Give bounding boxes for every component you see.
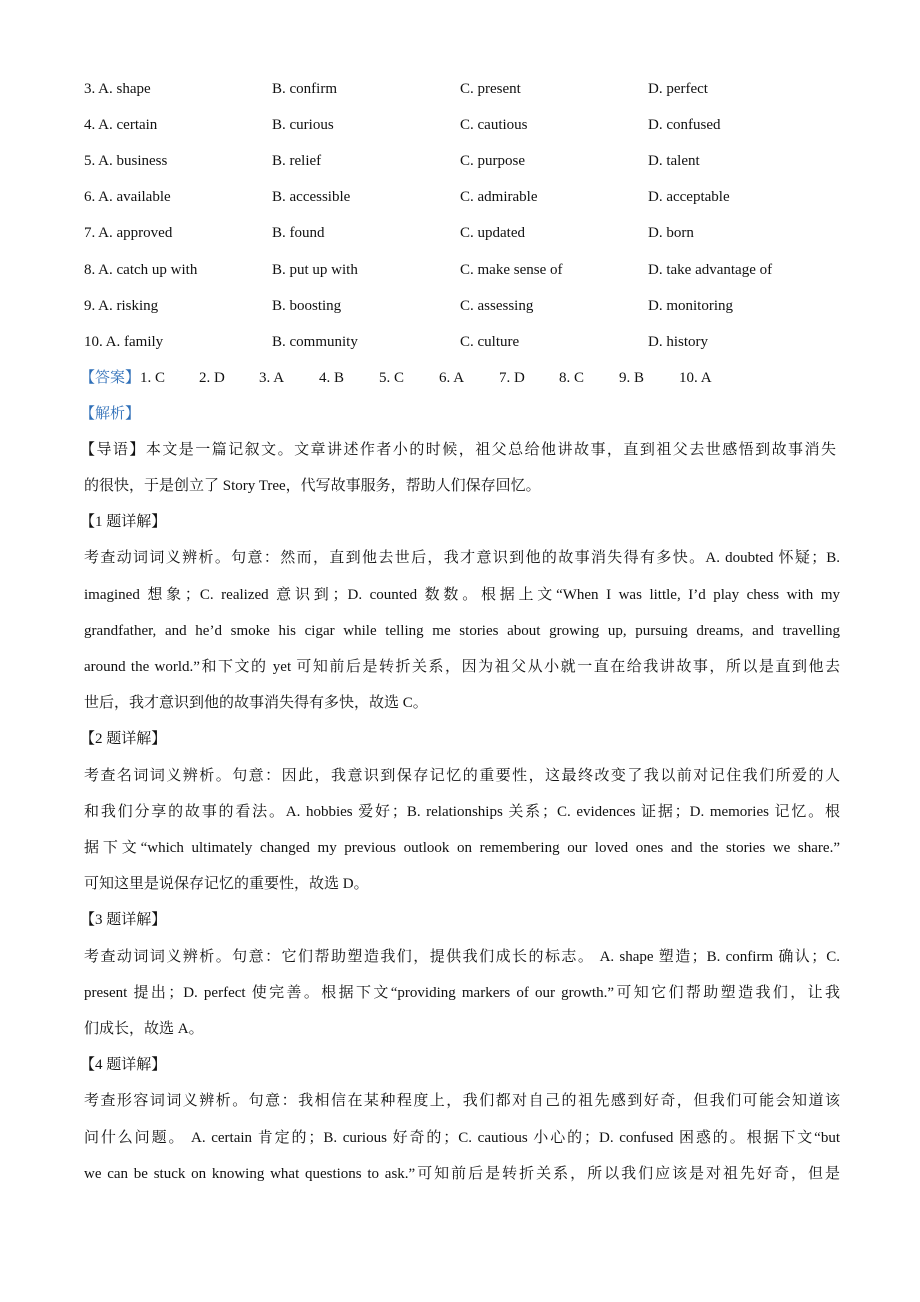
text-line: 据下文“which ultimately changed my previous outlook on remembering our loved ones and the stories we share.” — [84, 840, 840, 856]
section-heading: 【2 题详解】 — [80, 731, 167, 748]
text-line: 考查形容词词义辨析。句意：我相信在某种程度上，我们都对自己的祖先感到好奇，但我们可能会知道该 — [84, 1093, 840, 1110]
option-3-C: C. present — [460, 81, 521, 97]
text-line: we can be stuck on knowing what questions to ask.”可知前后是转折关系，所以我们应该是对祖先好奇，但是 — [84, 1165, 840, 1182]
option-10-C: C. culture — [460, 333, 520, 350]
text-line: 考查动词词义辨析。句意：然而，直到他去世后，我才意识到他的故事消失得有多快。A. doubted 怀疑；B. — [84, 550, 840, 567]
option-5-A: 5. A. business — [84, 153, 168, 170]
option-9-B: B. boosting — [272, 297, 342, 314]
answer-item: 4. B — [319, 369, 345, 386]
text-line: around the world.”和下文的 yet 可知前后是转折关系，因为祖父从小就一直在给我讲故事，所以是直到他去 — [84, 659, 840, 675]
answer-item: 7. D — [499, 369, 525, 386]
option-8-B: B. put up with — [272, 261, 358, 278]
option-3-D: D. perfect — [648, 81, 708, 97]
option-4-C: C. cautious — [460, 117, 528, 134]
answer-line — [80, 368, 840, 388]
option-5-B: B. relief — [272, 153, 322, 170]
section-heading: 【1 题详解】 — [80, 514, 167, 531]
option-4-D: D. confused — [648, 117, 721, 134]
option-9-D: D. monitoring — [648, 297, 733, 314]
text-line: 世后，我才意识到他的故事消失得有多快，故选 C。 — [84, 695, 428, 712]
option-10-D: D. history — [648, 333, 708, 350]
text-line: 考查名词词义辨析。句意：因此，我意识到保存记忆的重要性，这最终改变了我以前对记住我们所爱的人 — [84, 767, 840, 784]
answer-item: 5. C — [379, 369, 405, 386]
text-line: 考查动词词义辨析。句意：它们帮助塑造我们，提供我们成长的标志。 A. shape 塑造；B. confirm 确认；C. — [84, 948, 840, 965]
option-4-B: B. curious — [272, 117, 334, 134]
text-line: 可知这里是说保存记忆的重要性，故选 D。 — [84, 876, 369, 893]
answer-item: 3. A — [259, 369, 285, 386]
option-6-D: D. acceptable — [648, 189, 730, 206]
text-line: grandfather, and he’d smoke his cigar while telling me stories about growing up, pursuing dreams, and travelling — [84, 622, 840, 639]
answer-item: 8. C — [559, 369, 585, 386]
section-heading: 【3 题详解】 — [80, 912, 167, 929]
option-3-B: B. confirm — [272, 81, 337, 97]
option-9-A: 9. A. risking — [84, 297, 159, 314]
option-7-D: D. born — [648, 225, 694, 242]
text-line: 和我们分享的故事的看法。A. hobbies 爱好；B. relationships 关系；C. evidences 证据；D. memories 记忆。根 — [84, 803, 840, 820]
option-10-B: B. community — [272, 333, 358, 350]
option-5-D: D. talent — [648, 153, 700, 170]
option-8-A: 8. A. catch up with — [84, 261, 198, 278]
answer-item: 9. B — [619, 369, 645, 386]
text-line: present 提出；D. perfect 使完善。根据下文“providing markers of our growth.”可知它们帮助塑造我们，让我 — [84, 984, 840, 1001]
answer-label: 【答案】 — [80, 369, 141, 386]
answer-item: 6. A — [439, 369, 465, 386]
option-6-A: 6. A. available — [84, 189, 171, 206]
answer-item: 2. D — [199, 369, 225, 386]
answer-item: 1. C — [140, 369, 166, 386]
option-9-C: C. assessing — [460, 297, 534, 314]
option-8-D: D. take advantage of — [648, 261, 773, 278]
text-line: 们成长，故选 A。 — [84, 1021, 204, 1037]
option-7-B: B. found — [272, 225, 325, 242]
analysis-label: 【解析】 — [80, 405, 141, 422]
option-6-C: C. admirable — [460, 189, 538, 206]
option-10-A: 10. A. family — [84, 333, 164, 350]
option-3-A: 3. A. shape — [84, 81, 151, 97]
option-7-C: C. updated — [460, 225, 525, 242]
answer-item: 10. A — [679, 369, 712, 386]
text-line: 的很快，于是创立了 Story Tree，代写故事服务，帮助人们保存回忆。 — [84, 478, 541, 494]
text-line: imagined 想象；C. realized 意识到；D. counted 数数。根据上文“When I was little, I’d play chess with my — [84, 586, 840, 603]
section-heading: 【导语】本文是一篇记叙文。文章讲述作者小的时候，祖父总给他讲故事，直到祖父去世感悟到故事消失 — [80, 441, 836, 458]
option-6-B: B. accessible — [272, 189, 351, 206]
text-line: 问什么问题。 A. certain 肯定的；B. curious 好奇的；C. cautious 小心的；D. confused 困惑的。根据下文“but — [84, 1129, 840, 1146]
option-7-A: 7. A. approved — [84, 225, 173, 242]
option-5-C: C. purpose — [460, 153, 525, 170]
option-4-A: 4. A. certain — [84, 117, 158, 134]
section-heading: 【4 题详解】 — [80, 1057, 167, 1074]
option-8-C: C. make sense of — [460, 261, 563, 278]
